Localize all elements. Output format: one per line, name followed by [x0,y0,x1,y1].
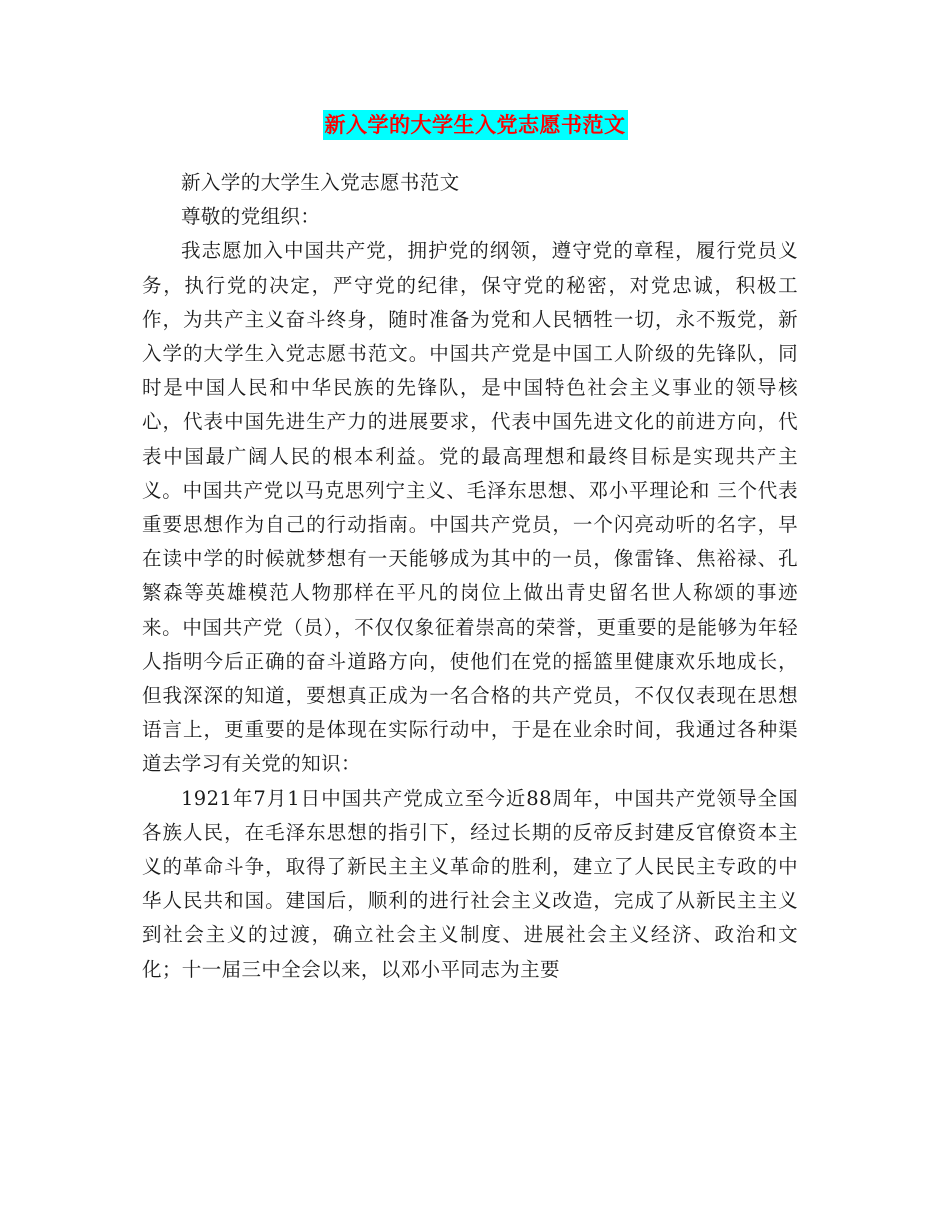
body-paragraph-2: 1921年7月1日中国共产党成立至今近88周年，中国共产党领导全国各族人民，在毛泽东思想的指引下，经过长期的反帝反封建反官僚资本主义的革命斗争，取得了新民主主义革命的胜利，建立了人民民主专政的中华人民共和国。建国后，顺利的进行社会主义改造，完成了从新民主主义到社会主义的过渡，确立社会主义制度、进展社会主义经济、政治和文化；十一届三中全会以来，以邓小平同志为主要 [142,786,798,981]
salutation-paragraph: 尊敬的党组织： [181,205,321,229]
subtitle-paragraph: 新入学的大学生入党志愿书范文 [181,171,460,194]
document-title: 新入学的大学生入党志愿书范文 [323,110,628,140]
title-container [0,110,950,140]
body-paragraph-1: 我志愿加入中国共产党，拥护党的纲领，遵守党的章程，履行党员义务，执行党的决定，严守党的纪律，保守党的秘密，对党忠诚，积极工作，为共产主义奋斗终身，随时准备为党和人民牺牲一切，永不叛党，新入学的大学生入党志愿书范文。中国共产党是中国工人阶级的先锋队，同时是中国人民和中华民族的先锋队，是中国特色社会主义事业的领导核心，代表中国先进生产力的进展要求，代表中国先进文化的前进方向，代表中国最广阔人民的根本利益。党的最高理想和最终目标是实现共产主义。中国共产党以马克思列宁主义、毛泽东思想、邓小平理论和 三个代表 重要思想作为自己的行动指南。中国共产党员，一个闪亮动听的名字，早在读中学的时候就梦想有一天能够成为其中的一员，像雷锋、焦裕禄、孔繁森等英雄模范人物那样在平凡的岗位上做出青史留名世人称颂的事迹来。中国共产党（员），不仅仅象征着崇高的荣誉，更重要的是能够为年轻人指明今后正确的奋斗道路方向，使他们在党的摇篮里健康欢乐地成长，但我深深的知道，要想真正成为一名合格的共产党员，不仅仅表现在思想语言上，更重要的是体现在实际行动中，于是在业余时间，我通过各种渠道去学习有关党的知识： [142,239,798,776]
document-body [142,166,798,987]
